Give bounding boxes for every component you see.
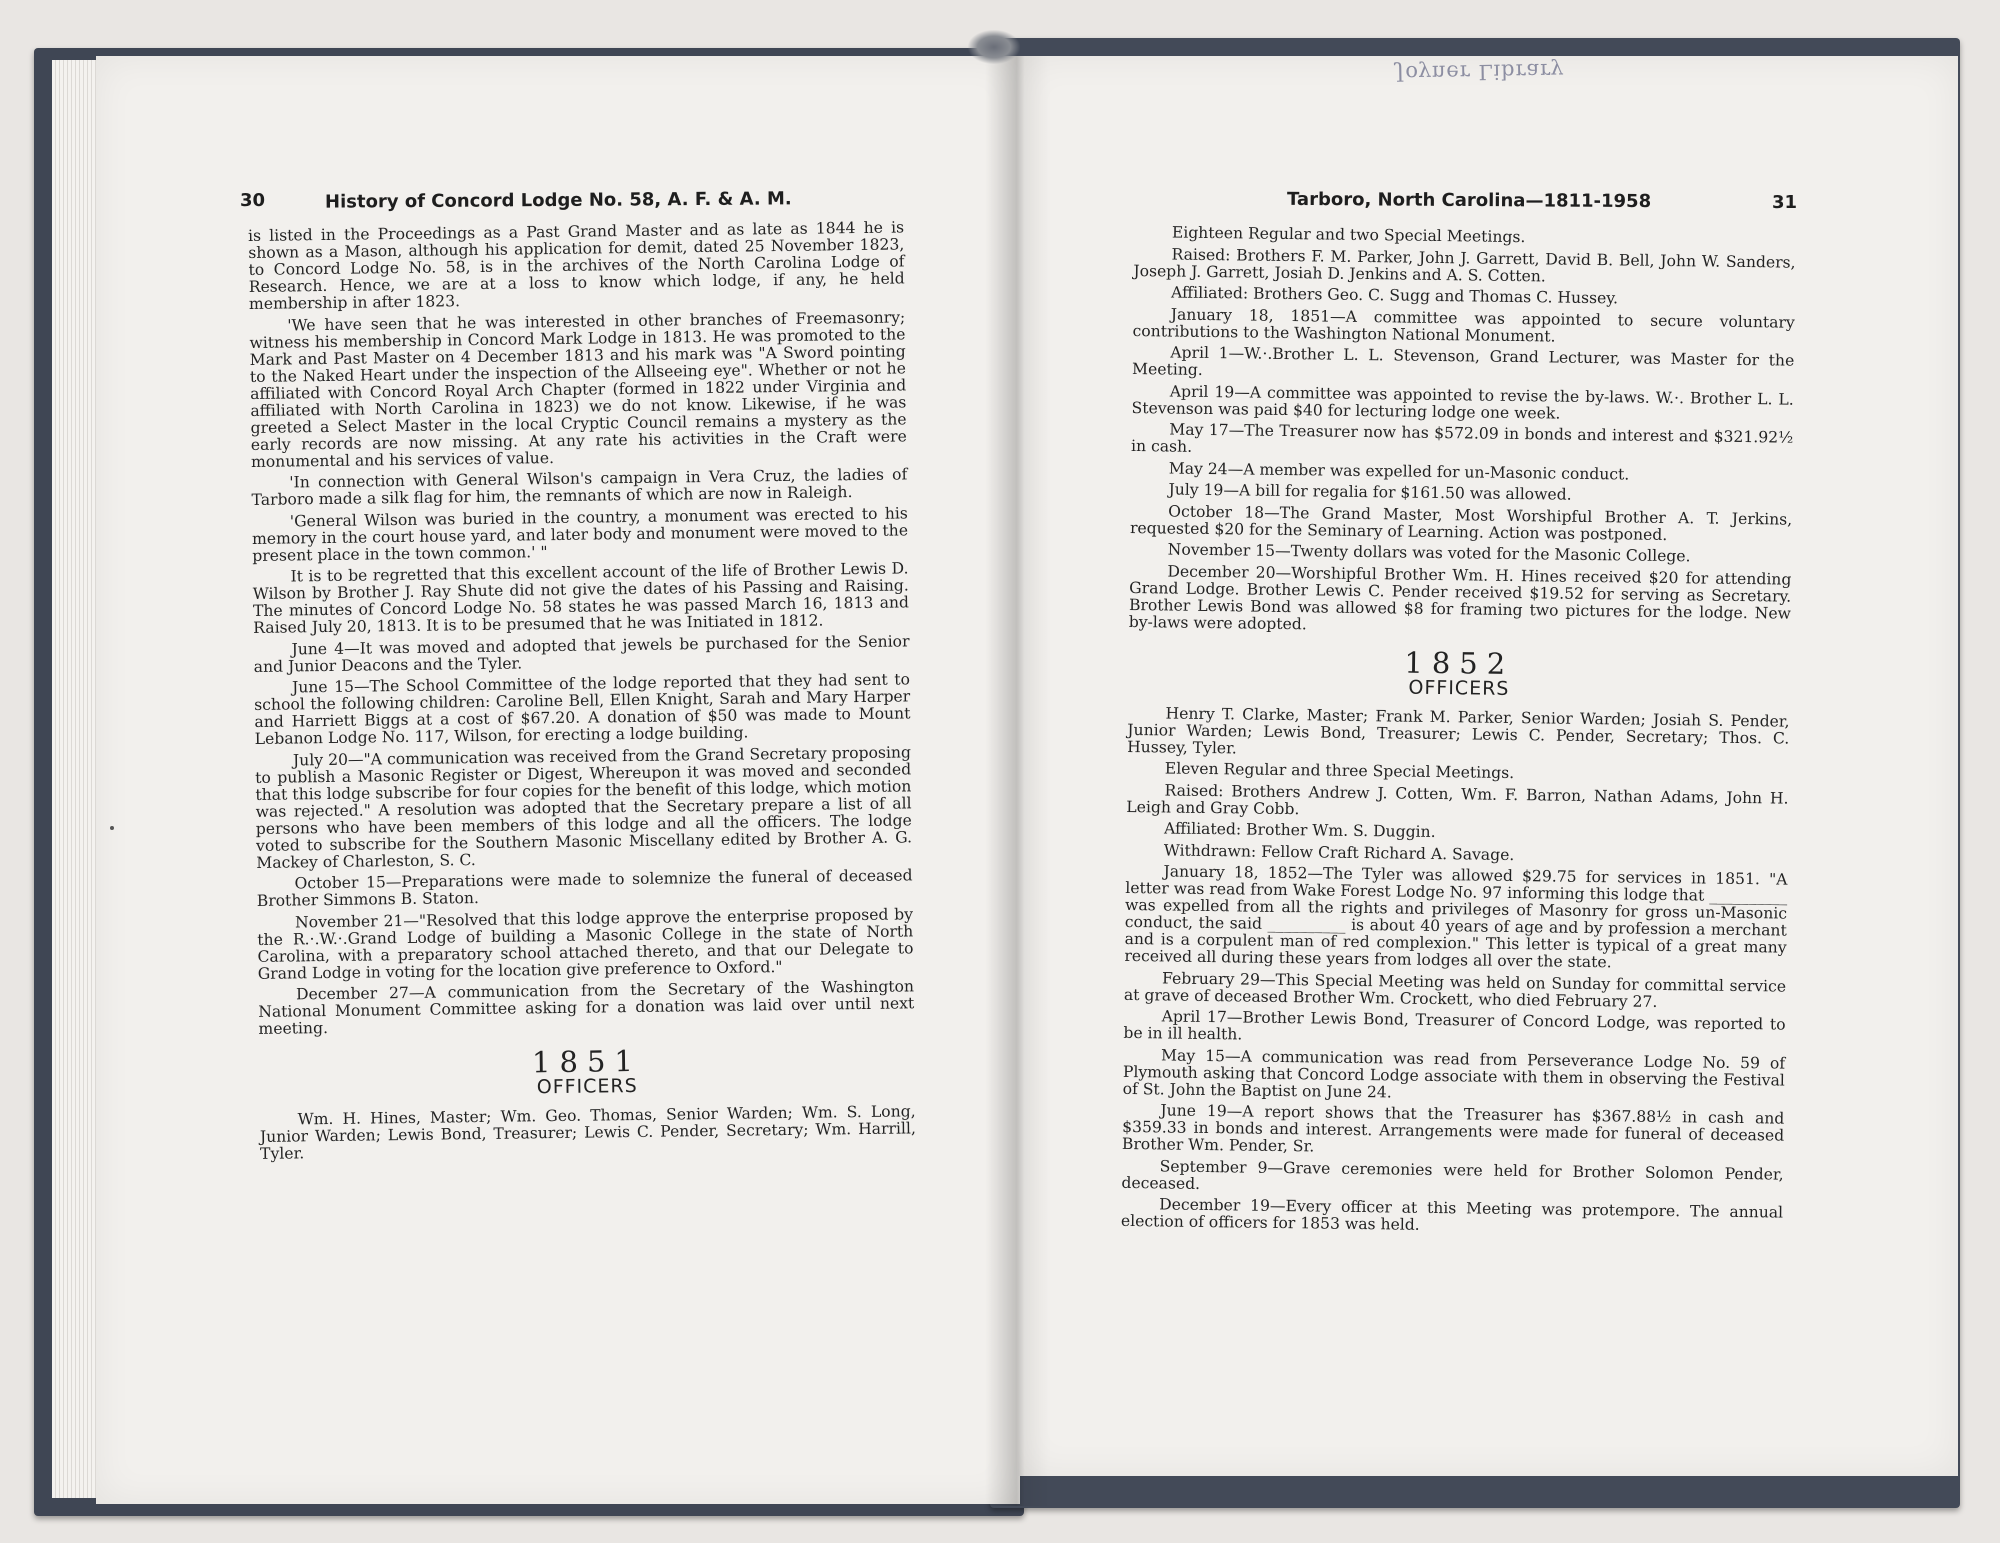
paragraph: October 18—The Grand Master, Most Worshipful Brother A. T. Jerkins, requested $20 for the Seminary of Learning. Action was postponed. [1129,501,1793,544]
library-stamp: Joyner Library [1395,58,1565,86]
paragraph: September 9—Grave ceremonies were held for Brother Solomon Pender, deceased. [1121,1156,1784,1193]
paragraph: Raised: Brothers Andrew J. Cotten, Wm. F. Barron, Nathan Adams, John H. Leigh and Gray Cobb. [1126,780,1789,818]
paragraph: 'We have seen that he was interested in other branches of Freemasonry; witness his membership in Concord Mark Lodge in 1813. He was promoted to the Mark and Past Master on 4 December 1813 and his mark was "A Sword pointing to the Naked Heart under the inspection of the Allseeing eye". Whether or not he affiliated with Concord Royal Arch Chapter (formed in 1822 under Virginia and affiliated with North Carolina in 1823) we do not know. Likewise, if he was greeted a Select Master in the local Cryptic Council remains a mystery as the early records are now missing. At any rate his activities in the Craft were monumental and his services of value. [249,307,907,471]
paragraph: December 27—A communication from the Secretary of the Washington National Monument Committee asking for a donation was laid over until next meeting. [258,977,915,1038]
paragraph: October 15—Preparations were made to solemnize the funeral of deceased Brother Simmons B. Staton. [256,866,913,910]
officers-heading: OFFICERS [536,1074,638,1099]
paragraph: June 19—A report shows that the Treasurer has $367.88½ in cash and $359.33 in bonds and interest. Arrangements were made for funeral of deceased Brother Wm. Pender, Sr. [1121,1101,1785,1156]
paragraph: Raised: Brothers F. M. Parker, John J. Garrett, David B. Bell, John W. Sanders, Joseph J. Garrett, Josiah D. Jenkins and A. S. Cotten. [1133,244,1796,285]
paragraph: November 15—Twenty dollars was voted for the Masonic College. [1167,540,1691,566]
paragraph: May 24—A member was expelled for un-Masonic conduct. [1168,458,1630,484]
right-running-head: Tarboro, North Carolina—1811-1958 [1286,188,1652,213]
spine-headband [968,30,1020,64]
paragraph: is listed in the Proceedings as a Past Grand Master and as late as 1844 he is shown as a Mason, although his application for demit, dated 25 November 1823, to Concord Lodge No. 58, is in the archives of the North Carolina Lodge of Research. Hence, we are at a loss to know which lodge, if any, he held membership in after 1823. [247,218,905,313]
paragraph: 'General Wilson was buried in the country, a monument was erected to his memory in the court house yard, and later body and monument were moved to the present place in the town common.' " [251,503,909,565]
paragraph: Eighteen Regular and two Special Meetings. [1171,223,1526,247]
paragraph: November 21—"Resolved that this lodge approve the enterprise proposed by the R.·.W.·.Grand Lodge of building a Masonic College in the state of North Carolina, with a preparatory school attached thereto, and that our Delegate to Grand Lodge in voting for the location give preference to Oxford." [257,904,914,983]
paragraph: December 20—Worshipful Brother Wm. H. Hines received $20 for attending Grand Lodge. Brother Lewis C. Pender received $19.52 for serving as Secretary. Brother Lewis Bond was allowed $8 for framing two pictures for the lodge. New by-laws were adopted. [1128,561,1792,633]
left-running-head: History of Concord Lodge No. 58, A. F. & A. M. [324,188,792,213]
paragraph: January 18, 1851—A committee was appointed to secure voluntary contributions to the Washington National Monument. [1132,304,1795,346]
right-page-number: 31 [1772,192,1798,213]
left-body-text [248,219,916,1167]
officers-heading: OFFICERS [1408,676,1510,700]
book-gutter [985,56,1051,1506]
year-heading-1851: 1851 [531,1043,643,1080]
paragraph: May 15—A communication was read from Perseverance Lodge No. 59 of Plymouth asking that Concord Lodge associate with them in observing the Festival of St. John the Baptist on June 24. [1122,1045,1786,1101]
left-page-number: 30 [240,190,266,211]
paragraph: Affiliated: Brothers Geo. C. Sugg and Thomas C. Hussey. [1170,283,1619,308]
paragraph: Eleven Regular and three Special Meetings. [1164,759,1515,783]
paragraph: Henry T. Clarke, Master; Frank M. Parker, Senior Warden; Josiah S. Pender, Junior Warden; Lewis Bond, Treasurer; Lewis C. Pender, Secretary; Thos. C. Hussey, Tyler. [1127,703,1790,757]
paragraph: July 19—A bill for regalia for $161.50 was allowed. [1168,480,1572,504]
paragraph: February 29—This Special Meeting was held on Sunday for committal service at grave of deceased Brother Wm. Crockett, who died February 27. [1123,968,1787,1011]
year-heading-1852: 1852 [1404,645,1515,681]
paragraph: December 19—Every officer at this Meeting was protempore. The annual election of officers for 1853 was held. [1120,1195,1784,1234]
paragraph: Withdrawn: Fellow Craft Richard A. Savage. [1163,840,1515,864]
paragraph: Wm. H. Hines, Master; Wm. Geo. Thomas, Senior Warden; Wm. S. Long, Junior Warden; Lewis Bond, Treasurer; Lewis C. Pender, Secretary; Wm. Harrill, Tyler. [259,1102,916,1163]
margin-speck [110,826,114,830]
paragraph: Affiliated: Brother Wm. S. Duggin. [1163,819,1436,841]
paragraph: June 15—The School Committee of the lodge reported that they had sent to school the following children: Caroline Bell, Ellen Knight, Sarah and Mary Harper and Harriett Biggs at a cost of $67.20. A donation of $50 was made to Mount Lebanon Lodge No. 117, Wilson, for erecting a lodge building. [254,670,911,748]
paragraph: May 17—The Treasurer now has $572.09 in bonds and interest and $321.92½ in cash. [1130,420,1794,456]
paragraph: It is to be regretted that this excellent account of the life of Brother Lewis D. Wilson by Brother J. Ray Shute did not give the dates of his Passing and Raising. The minutes of Concord Lodge No. 58 states he was passed March 16, 1813 and Raised July 20, 1813. It is to be presumed that he was Initiated in 1812. [252,559,910,637]
paragraph: April 19—A committee was appointed to revise the by-laws. W.·. Brother L. L. Stevenson was paid $40 for lecturing lodge one week. [1131,381,1794,423]
paragraph: June 4—It was moved and adopted that jewels be purchased for the Senior and Junior Deacons and the Tyler. [253,631,910,676]
paragraph: July 20—"A communication was received from the Grand Secretary proposing to publish a Masonic Register or Digest, Whereupon it was moved and seconded that this lodge subscribe for four copies for the benefit of this lodge, which motion was rejected." A resolution was adopted that the Secretary prepare a list of all persons who have been members of this lodge and all the officers. The lodge voted to subscribe for the Southern Masonic Miscellany edited by Brother A. G. Mackey of Charleston, S. C. [255,742,913,872]
paragraph: April 17—Brother Lewis Bond, Treasurer of Concord Lodge, was reported to be in ill health. [1123,1007,1786,1044]
paragraph: January 18, 1852—The Tyler was allowed $29.75 for services in 1851. "A letter was read from Wake Forest Lodge No. 97 informing this lodge that __________ was expelled from all the rights and privileges of Masonry for gross un-Masonic conduct, the said __________ is about 40 years of age and by profession a merchant and is a corpulent man of red complexion." This letter is typical of a great many received all during these years from lodges all over the state. [1124,862,1788,972]
paragraph: 'In connection with General Wilson's campaign in Vera Cruz, the ladies of Tarboro made a silk flag for him, the remnants of which are now in Raleigh. [251,465,908,509]
right-body-text [1121,224,1796,1243]
paragraph: April 1—W.·.Brother L. L. Stevenson, Grand Lecturer, was Master for the Meeting. [1131,343,1795,379]
